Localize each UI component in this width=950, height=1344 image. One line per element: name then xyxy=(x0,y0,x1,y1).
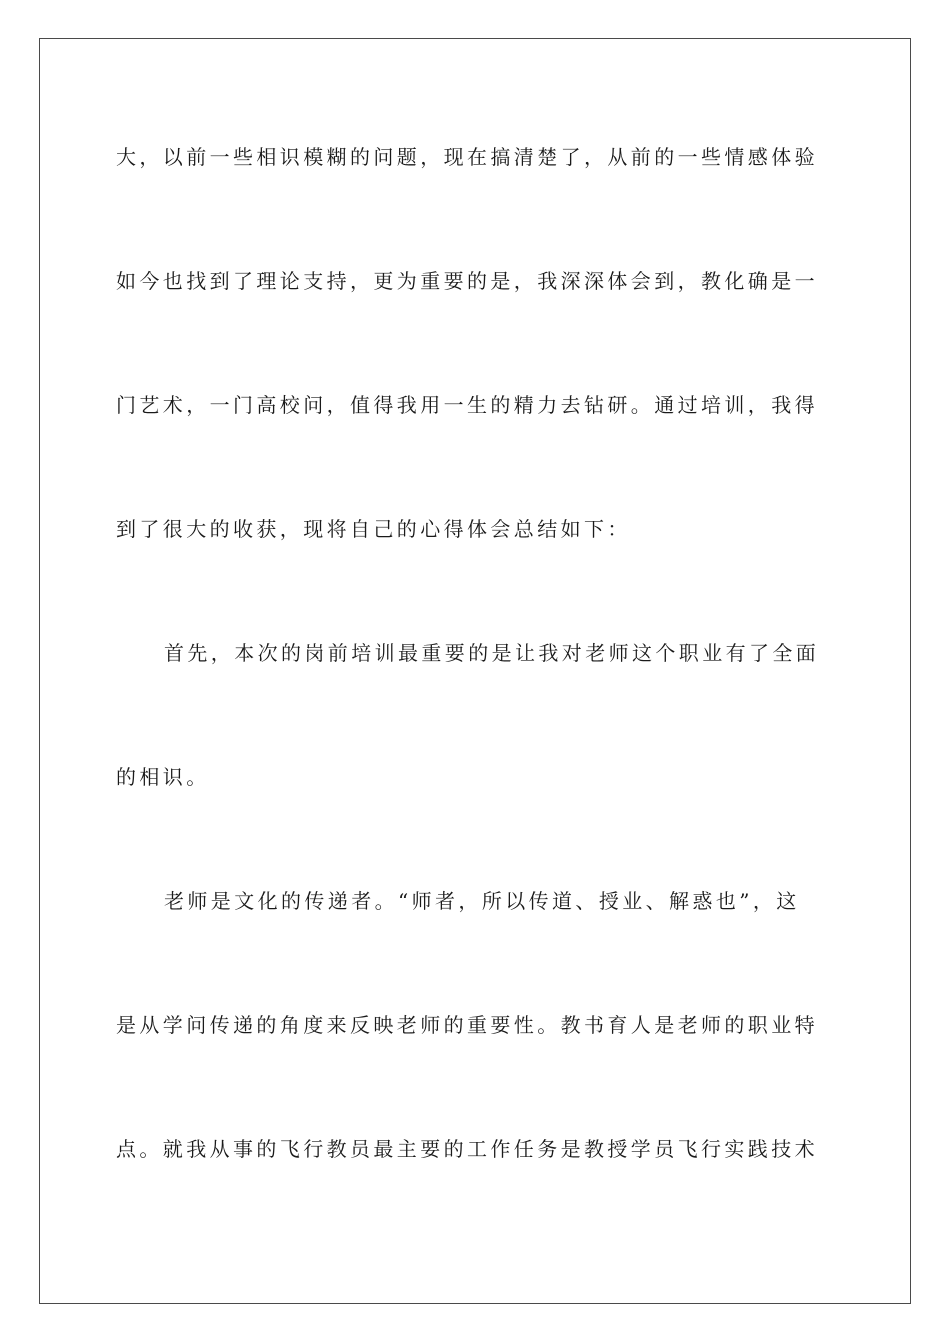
text-line: 大，以前一些相识模糊的问题，现在搞清楚了，从前的一些情感体验 xyxy=(116,145,818,169)
paragraph-first-line: 老师是文化的传递者。“师者，所以传道、授业、解惑也”，这 xyxy=(164,889,800,913)
text-line: 是从学问传递的角度来反映老师的重要性。教书育人是老师的职业特 xyxy=(116,1013,818,1037)
text-line: 门艺术，一门高校问，值得我用一生的精力去钻研。通过培训，我得 xyxy=(116,393,818,417)
page-border xyxy=(39,38,911,1304)
paragraph-first-line: 首先，本次的岗前培训最重要的是让我对老师这个职业有了全面 xyxy=(164,641,820,665)
text-line: 如今也找到了理论支持，更为重要的是，我深深体会到，教化确是一 xyxy=(116,269,818,293)
text-line: 点。就我从事的飞行教员最主要的工作任务是教授学员飞行实践技术 xyxy=(116,1137,818,1161)
text-line: 的相识。 xyxy=(116,765,210,789)
text-line: 到了很大的收获，现将自己的心得体会总结如下： xyxy=(116,517,631,541)
